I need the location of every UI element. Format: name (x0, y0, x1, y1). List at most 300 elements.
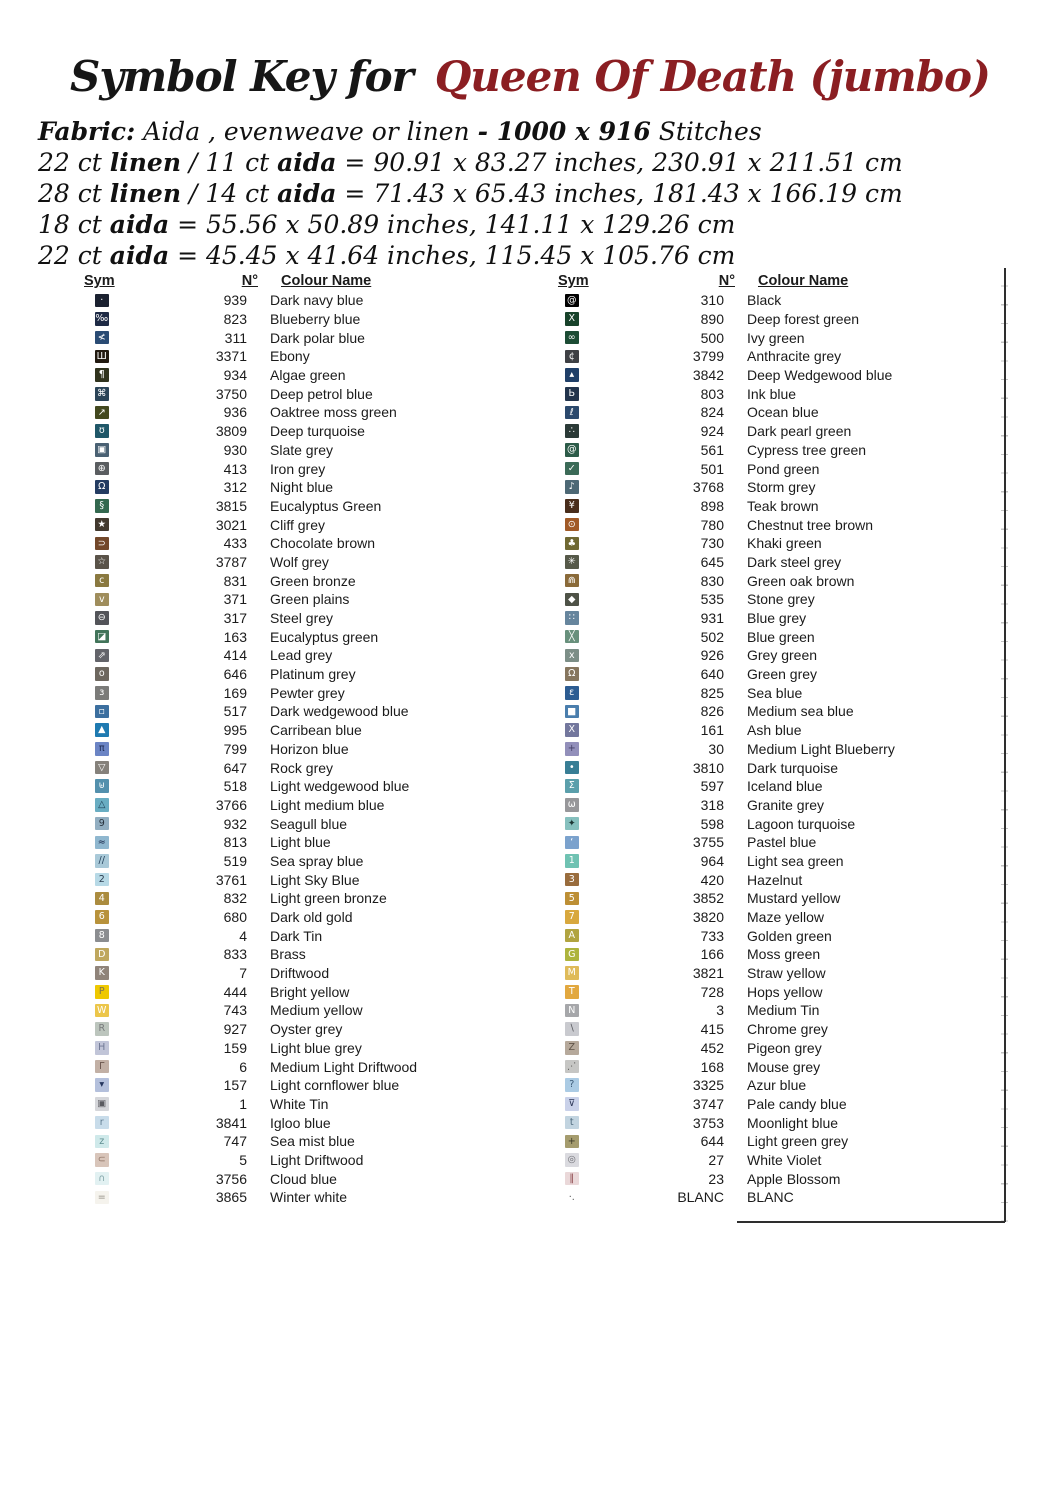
floss-number: 824 (700, 404, 724, 421)
floss-number: 6 (239, 1058, 247, 1075)
table-row (84, 291, 514, 310)
floss-number: 3809 (215, 423, 247, 440)
colour-name: Storm grey (747, 479, 816, 496)
symbol-chip: M (565, 966, 579, 980)
floss-number: 3842 (692, 367, 724, 384)
symbol-chip: ∷ (565, 611, 579, 625)
floss-number: 413 (223, 460, 247, 477)
floss-number: 3821 (692, 965, 724, 982)
table-row (84, 553, 514, 572)
floss-number: 934 (223, 367, 247, 384)
symbol-chip: π (95, 742, 109, 756)
floss-number: 833 (223, 946, 247, 963)
colour-name: Dark Tin (270, 927, 323, 944)
symbol-chip: Ш (96, 350, 107, 362)
table-row (558, 982, 988, 1001)
floss-number: 317 (223, 610, 247, 627)
colour-name: Pigeon grey (747, 1039, 822, 1056)
colour-name: Green oak brown (747, 572, 855, 589)
table-border-vertical-line (1004, 268, 1006, 1222)
colour-name: Cypress tree green (747, 441, 867, 458)
floss-number: 500 (700, 329, 724, 346)
symbol-chip: 3 (565, 873, 579, 887)
symbol-chip: ▣ (95, 1097, 109, 1111)
table-row (84, 889, 514, 908)
colour-name: Eucalyptus Green (270, 497, 382, 514)
colour-name: Deep Wedgewood blue (747, 367, 893, 384)
column-header-colour-name: Colour Name (758, 273, 849, 289)
colour-name: Brass (270, 946, 306, 963)
floss-number: 371 (223, 591, 247, 608)
symbol-chip: 2 (95, 873, 109, 887)
symbol-chip: ★ (95, 518, 109, 532)
fabric-line (38, 209, 1028, 240)
floss-number: 995 (223, 722, 247, 739)
fabric-line (38, 178, 1028, 209)
colour-name: Ink blue (747, 385, 797, 402)
colour-name: Moonlight blue (747, 1114, 839, 1131)
colour-name: Stone grey (747, 591, 815, 608)
floss-number: 501 (700, 460, 724, 477)
table-row (558, 1020, 988, 1039)
floss-number: 7 (239, 965, 247, 982)
colour-name: Moss green (747, 946, 821, 963)
symbol-chip: @ (567, 444, 577, 456)
colour-name: Carribean blue (270, 722, 362, 739)
table-row (84, 665, 514, 684)
symbol-chip: ↗ (95, 406, 109, 420)
symbol-chip: Ω (95, 480, 109, 494)
table-row (84, 1188, 514, 1207)
table-row (558, 422, 988, 441)
table-row (558, 441, 988, 460)
floss-number: 452 (700, 1039, 724, 1056)
symbol-chip: ■ (565, 705, 579, 719)
table-row (84, 1151, 514, 1170)
floss-number: 3766 (215, 796, 247, 813)
table-row (84, 609, 514, 628)
table-row (558, 366, 988, 385)
table-row (84, 478, 514, 497)
symbol-chip: ╳ (565, 630, 579, 644)
colour-name: Ash blue (747, 722, 802, 739)
table-row (558, 627, 988, 646)
floss-number: 5 (239, 1151, 247, 1168)
symbol-chip: r (95, 1116, 109, 1130)
table-header (558, 271, 988, 291)
colour-name: Winter white (270, 1189, 348, 1206)
colour-name: Horizon blue (270, 740, 349, 757)
floss-number: 3325 (692, 1077, 724, 1094)
floss-number: 444 (223, 983, 247, 1000)
symbol-chip: ⊙ (565, 518, 579, 532)
symbol-chip: H (95, 1041, 109, 1055)
colour-name: Light green grey (747, 1133, 849, 1150)
symbol-chip: △ (95, 798, 109, 812)
colour-name: BLANC (747, 1189, 794, 1206)
symbol-chip: 7 (565, 910, 579, 924)
floss-number: 3761 (215, 871, 247, 888)
colour-name: Pastel blue (747, 834, 817, 851)
colour-name: Night blue (270, 479, 334, 496)
table-row (84, 366, 514, 385)
symbol-chip: N (565, 1004, 579, 1018)
floss-number: 743 (223, 1002, 247, 1019)
floss-number: 823 (223, 311, 247, 328)
table-row (84, 721, 514, 740)
table-row (84, 945, 514, 964)
table-row (558, 571, 988, 590)
table-row (558, 777, 988, 796)
colour-name: Khaki green (747, 535, 822, 552)
table-row (558, 459, 988, 478)
floss-number: 926 (700, 647, 724, 664)
fabric-text-segment: - 1000 x 916 (477, 117, 651, 146)
fabric-text-segment: linen (109, 179, 182, 208)
table-row (84, 534, 514, 553)
table-row (558, 1169, 988, 1188)
symbol-chip: ∞ (565, 331, 579, 345)
colour-name: Platinum grey (270, 666, 356, 683)
symbol-table-right (558, 271, 988, 1207)
floss-number: 415 (700, 1021, 724, 1038)
table-row (84, 1057, 514, 1076)
table-row (558, 796, 988, 815)
table-row (84, 646, 514, 665)
symbol-chip: W (95, 1004, 109, 1018)
floss-number: 728 (700, 983, 724, 1000)
symbol-chip: ε (565, 686, 579, 700)
floss-number: 598 (700, 815, 724, 832)
colour-name: Black (747, 292, 782, 309)
colour-name: Medium sea blue (747, 703, 854, 720)
colour-name: Apple Blossom (747, 1170, 841, 1187)
floss-number: 747 (223, 1133, 247, 1150)
table-row (84, 347, 514, 366)
colour-name: Dark old gold (270, 909, 353, 926)
table-row (84, 571, 514, 590)
fabric-text-segment: aida (277, 148, 337, 177)
symbol-chip: ⊃ (95, 537, 109, 551)
table-row (558, 478, 988, 497)
symbol-chip: 8 (95, 929, 109, 943)
fabric-text-segment: 22 ct (38, 241, 110, 270)
symbol-chip: ‘ (565, 836, 579, 850)
symbol-chip: X (565, 312, 579, 326)
table-row (84, 627, 514, 646)
table-row (558, 945, 988, 964)
table-row (84, 1132, 514, 1151)
colour-name: Medium Light Blueberry (747, 740, 895, 757)
fabric-line (38, 240, 1028, 271)
symbol-chip: 5 (565, 892, 579, 906)
table-header (84, 271, 514, 291)
table-row (558, 328, 988, 347)
symbol-chip: T (565, 985, 579, 999)
colour-name: Steel grey (270, 610, 334, 627)
floss-number: 519 (223, 852, 247, 869)
symbol-chip: ⊕ (95, 462, 109, 476)
colour-name: Dark navy blue (270, 292, 364, 309)
floss-number: 517 (223, 703, 247, 720)
symbol-chip: P (95, 985, 109, 999)
colour-name: Golden green (747, 927, 832, 944)
floss-number: 3841 (215, 1114, 247, 1131)
symbol-chip: c (95, 574, 109, 588)
floss-number: 433 (223, 535, 247, 552)
floss-number: 640 (700, 666, 724, 683)
colour-name: Bright yellow (270, 983, 350, 1000)
symbol-chip: R (95, 1022, 109, 1036)
floss-number: 3747 (692, 1095, 724, 1112)
colour-name: Deep forest green (747, 311, 860, 328)
symbol-chip: // (95, 854, 109, 868)
symbol-chip: 1 (565, 854, 579, 868)
fabric-text-segment: linen (109, 148, 182, 177)
symbol-chip: Z (565, 1041, 579, 1055)
symbol-chip: v (95, 593, 109, 607)
table-row (84, 926, 514, 945)
floss-number: 644 (700, 1133, 724, 1150)
table-row (84, 908, 514, 927)
table-row (84, 310, 514, 329)
floss-number: BLANC (677, 1189, 724, 1206)
colour-name: Blue grey (747, 610, 807, 627)
colour-name: Chocolate brown (270, 535, 376, 552)
colour-name: Driftwood (270, 965, 330, 982)
fabric-text-segment: 22 ct (38, 148, 110, 177)
floss-number: 890 (700, 311, 724, 328)
symbol-chip: A (565, 929, 579, 943)
table-row (558, 964, 988, 983)
colour-name: Wolf grey (270, 553, 329, 570)
symbol-chip: ∖ (565, 1022, 579, 1036)
table-row (558, 1132, 988, 1151)
colour-name: Chestnut tree brown (747, 516, 874, 533)
table-row (84, 515, 514, 534)
symbol-chip: ? (565, 1078, 579, 1092)
symbol-chip: t (565, 1116, 579, 1130)
floss-number: 3756 (215, 1170, 247, 1187)
symbol-chip: ¶ (95, 368, 109, 382)
floss-number: 168 (700, 1058, 724, 1075)
symbol-chip: ◆ (565, 593, 579, 607)
floss-number: 3753 (692, 1114, 724, 1131)
colour-name: Ebony (270, 348, 310, 365)
title-prefix: Symbol Key for (70, 52, 413, 101)
colour-name: Maze yellow (747, 909, 825, 926)
floss-number: 318 (700, 796, 724, 813)
table-row (558, 403, 988, 422)
floss-number: 733 (700, 927, 724, 944)
table-row (84, 1095, 514, 1114)
colour-name: Light Sky Blue (270, 871, 360, 888)
colour-name: Ivy green (747, 329, 805, 346)
floss-number: 27 (708, 1151, 724, 1168)
colour-name: Medium Tin (747, 1002, 820, 1019)
fabric-line (38, 147, 1028, 178)
symbol-chip: ⊂ (95, 1153, 109, 1167)
colour-name: Lagoon turquoise (747, 815, 856, 832)
floss-number: 159 (223, 1039, 247, 1056)
colour-name: Straw yellow (747, 965, 826, 982)
table-row (84, 702, 514, 721)
symbol-chip: ·. (565, 1191, 579, 1205)
colour-name: Rock grey (270, 759, 334, 776)
symbol-chip: ◎ (565, 1153, 579, 1167)
table-row (558, 740, 988, 759)
colour-name: Azur blue (747, 1077, 807, 1094)
symbol-chip: o (95, 667, 109, 681)
table-row (558, 515, 988, 534)
table-row (558, 1095, 988, 1114)
table-row (558, 310, 988, 329)
floss-number: 936 (223, 404, 247, 421)
colour-name: Dark pearl green (747, 423, 852, 440)
floss-number: 518 (223, 778, 247, 795)
colour-name: Pewter grey (270, 684, 345, 701)
colour-name: Mustard yellow (747, 890, 841, 907)
floss-number: 3787 (215, 553, 247, 570)
floss-number: 3810 (692, 759, 724, 776)
symbol-chip: ⊖ (95, 611, 109, 625)
symbol-chip: ≈ (95, 836, 109, 850)
symbol-chip: Ω (565, 667, 579, 681)
floss-number: 312 (223, 479, 247, 496)
colour-name: White Tin (270, 1095, 329, 1112)
floss-number: 932 (223, 815, 247, 832)
floss-number: 3852 (692, 890, 724, 907)
table-row (84, 1076, 514, 1095)
colour-name: Dark polar blue (270, 329, 365, 346)
colour-name: Anthracite grey (747, 348, 842, 365)
floss-number: 420 (700, 871, 724, 888)
symbol-chip: ⊽ (565, 1097, 579, 1111)
floss-number: 3371 (215, 348, 247, 365)
table-border-bottom-line (737, 1221, 1005, 1223)
floss-number: 535 (700, 591, 724, 608)
table-row (558, 870, 988, 889)
floss-number: 799 (223, 740, 247, 757)
colour-name: Light wedgewood blue (270, 778, 410, 795)
floss-number: 414 (223, 647, 247, 664)
symbol-chip: 4 (95, 892, 109, 906)
floss-number: 3 (716, 1002, 724, 1019)
colour-name: Light blue (270, 834, 331, 851)
floss-number: 163 (223, 628, 247, 645)
table-row (84, 1039, 514, 1058)
floss-number: 3865 (215, 1189, 247, 1206)
column-header-number: N° (241, 273, 258, 289)
table-row (84, 740, 514, 759)
colour-name: Medium yellow (270, 1002, 363, 1019)
floss-number: 924 (700, 423, 724, 440)
symbol-chip: Σ (565, 779, 579, 793)
floss-number: 502 (700, 628, 724, 645)
colour-name: Iceland blue (747, 778, 823, 795)
floss-number: 161 (700, 722, 724, 739)
table-row (84, 403, 514, 422)
floss-number: 311 (224, 329, 247, 346)
table-row (558, 833, 988, 852)
table-row (558, 814, 988, 833)
floss-number: 825 (700, 684, 724, 701)
fabric-text-segment: aida (109, 241, 170, 270)
table-row (558, 590, 988, 609)
floss-number: 813 (223, 834, 247, 851)
table-row (84, 459, 514, 478)
symbol-chip: ▫ (95, 705, 109, 719)
symbol-chip: ♣ (565, 537, 579, 551)
symbol-chip: ‰ (95, 313, 109, 325)
colour-name: Hazelnut (747, 871, 803, 888)
table-row (84, 1001, 514, 1020)
symbol-chip: ☆ (95, 555, 109, 569)
symbol-chip: ✓ (565, 462, 579, 476)
symbol-chip: 9 (95, 817, 109, 831)
table-row (558, 702, 988, 721)
column-header-sym: Sym (84, 273, 115, 289)
table-row (558, 721, 988, 740)
colour-name: Ocean blue (747, 404, 819, 421)
table-row (558, 908, 988, 927)
colour-name: Dark wedgewood blue (270, 703, 409, 720)
colour-name: Deep turquoise (270, 423, 365, 440)
fabric-line (38, 116, 1028, 147)
floss-number: 927 (223, 1021, 247, 1038)
symbol-chip: ▴ (565, 368, 579, 382)
symbol-chip: ⌘ (97, 388, 107, 400)
table-row (558, 1076, 988, 1095)
colour-name: Blue green (747, 628, 815, 645)
colour-name: Light medium blue (270, 796, 385, 813)
table-row (84, 982, 514, 1001)
floss-number: 832 (223, 890, 247, 907)
fabric-text-segment: aida (109, 210, 170, 239)
table-row (84, 1113, 514, 1132)
colour-name: Light sea green (747, 852, 844, 869)
symbol-chip: D (95, 948, 109, 962)
symbol-chip: Ь (565, 387, 579, 401)
floss-number: 831 (223, 572, 247, 589)
colour-name: Grey green (747, 647, 818, 664)
colour-name: Granite grey (747, 796, 825, 813)
table-row (84, 777, 514, 796)
table-row (558, 1001, 988, 1020)
column-header-number: N° (718, 273, 735, 289)
symbol-chip: ◪ (95, 630, 109, 644)
floss-number: 680 (223, 909, 247, 926)
symbol-chip: · (95, 294, 109, 308)
floss-number: 30 (708, 740, 724, 757)
floss-number: 597 (700, 778, 724, 795)
colour-name: Light green bronze (270, 890, 387, 907)
column-header-sym: Sym (558, 273, 589, 289)
colour-name: Green grey (747, 666, 818, 683)
table-row (558, 1188, 988, 1207)
table-row (84, 964, 514, 983)
colour-name: Mouse grey (747, 1058, 821, 1075)
floss-number: 647 (223, 759, 247, 776)
fabric-text-segment: 28 ct (38, 179, 110, 208)
fabric-text-segment: Stitches (650, 117, 762, 146)
table-row (558, 384, 988, 403)
colour-name: Sea blue (747, 684, 803, 701)
table-row (558, 497, 988, 516)
colour-name: Dark steel grey (747, 553, 842, 570)
floss-number: 3755 (692, 834, 724, 851)
table-row (84, 497, 514, 516)
